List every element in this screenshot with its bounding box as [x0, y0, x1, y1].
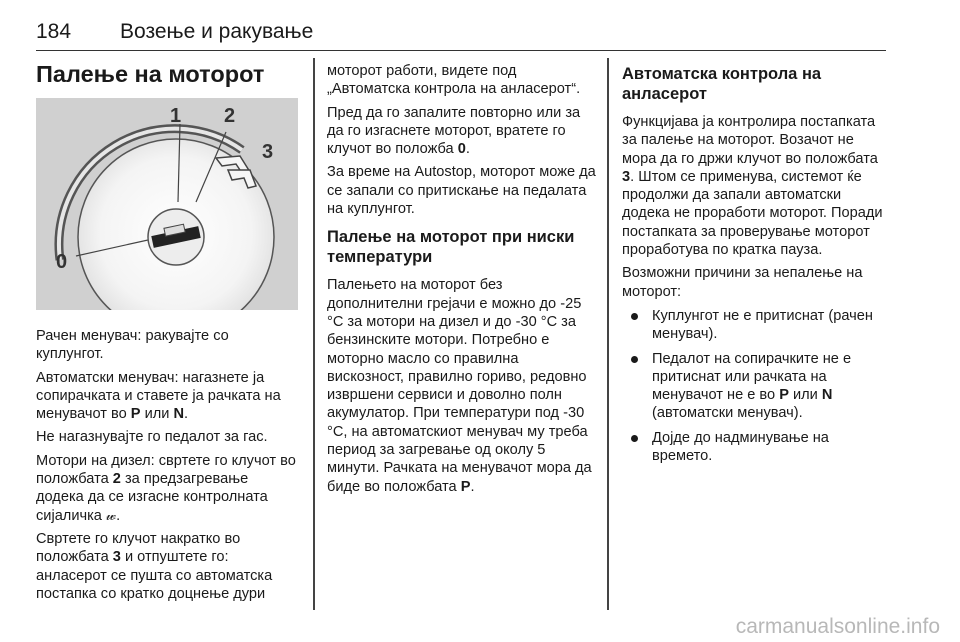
position-label-1: 1 — [170, 105, 182, 127]
list-item: Дојде до надминување на времето. — [622, 429, 888, 466]
ignition-lock-illustration — [36, 98, 298, 310]
paragraph: Рачен менувач: ракувајте со куплунгот. — [36, 328, 229, 363]
page-number: 184 — [36, 20, 72, 43]
column-1 — [36, 327, 298, 608]
section-heading: Палење на моторот — [36, 61, 265, 87]
bullet-icon — [631, 435, 638, 442]
position-label-3: 3 — [262, 141, 274, 163]
paragraph: Пред да го запалите повторно или за да го изгаснете моторот, вратете го клучот во положба 0. — [327, 104, 581, 158]
bullet-list — [622, 307, 888, 465]
paragraph: Функцијава ја контролира постапката за палење на моторот. Возачот не мора да го држи клучот во положбата 3. Штом се применува, системот ќе продолжи да запали автоматски додека не проработи моторот. Поради постапката за проверување моторот проработува по кратка пауза. — [622, 114, 883, 259]
column-divider — [313, 58, 315, 610]
paragraph: моторот работи, видете под „Автоматска контрола на анласерот“. — [327, 63, 581, 98]
ignition-figure — [36, 98, 298, 310]
paragraph: Палењето на моторот без дополнителни грејачи е можно до -25 °C за мотори на дизел и до -30 °C за бензинските мотори. Потребно е моторно масло со правилна вискозност, правилно гориво, редовно извршени сервиси и доволно полн акумулатор. При температури под -30 °C, на автоматскиот менувач му треба период за загревање од околу 5 минути. Рачката на менувачот мора да биде во положбата P. — [327, 277, 592, 495]
paragraph: Автоматски менувач: нагазнете ја сопирачката и ставете ја рачката на менувачот во P или N. — [36, 369, 281, 423]
column-3 — [622, 64, 888, 471]
glow-plug-icon: 𝓌 — [105, 507, 117, 524]
paragraph: Мотори на дизел: свртете го клучот во положбата 2 за предзагревање додека да се изгасне контролната сијаличка 𝓌. — [36, 452, 296, 524]
watermark: carmanualsonline.info — [735, 615, 940, 638]
subsection-heading: Палење на моторот при ниски температури — [327, 228, 575, 267]
list-item: Куплунгот не е притиснат (рачен менувач). — [622, 307, 888, 344]
paragraph: Не нагазнувајте го педалот за гас. — [36, 429, 268, 446]
list-item: Педалот на сопирачките не е притиснат или рачката на менувачот не е во P или N (автоматски менувач). — [622, 350, 888, 423]
position-label-2: 2 — [224, 105, 236, 127]
paragraph: Возможни причини за непалење на моторот: — [622, 265, 863, 300]
bullet-icon — [631, 356, 638, 363]
chapter-title: Возење и ракување — [120, 20, 314, 43]
column-2 — [327, 62, 599, 501]
paragraph: Свртете го клучот накратко во положбата 3 и отпуштете го: анласерот се пушта со автоматска постапка со кратко доцнење дури — [36, 530, 273, 602]
paragraph: За време на Autostop, моторот може да се запали со притискање на педалата на куплунгот. — [327, 164, 596, 218]
column-divider — [607, 58, 609, 610]
bullet-icon — [631, 313, 638, 320]
position-label-0: 0 — [56, 251, 68, 273]
page-header — [36, 16, 886, 51]
subsection-heading: Автоматска контрола на анласерот — [622, 65, 822, 103]
